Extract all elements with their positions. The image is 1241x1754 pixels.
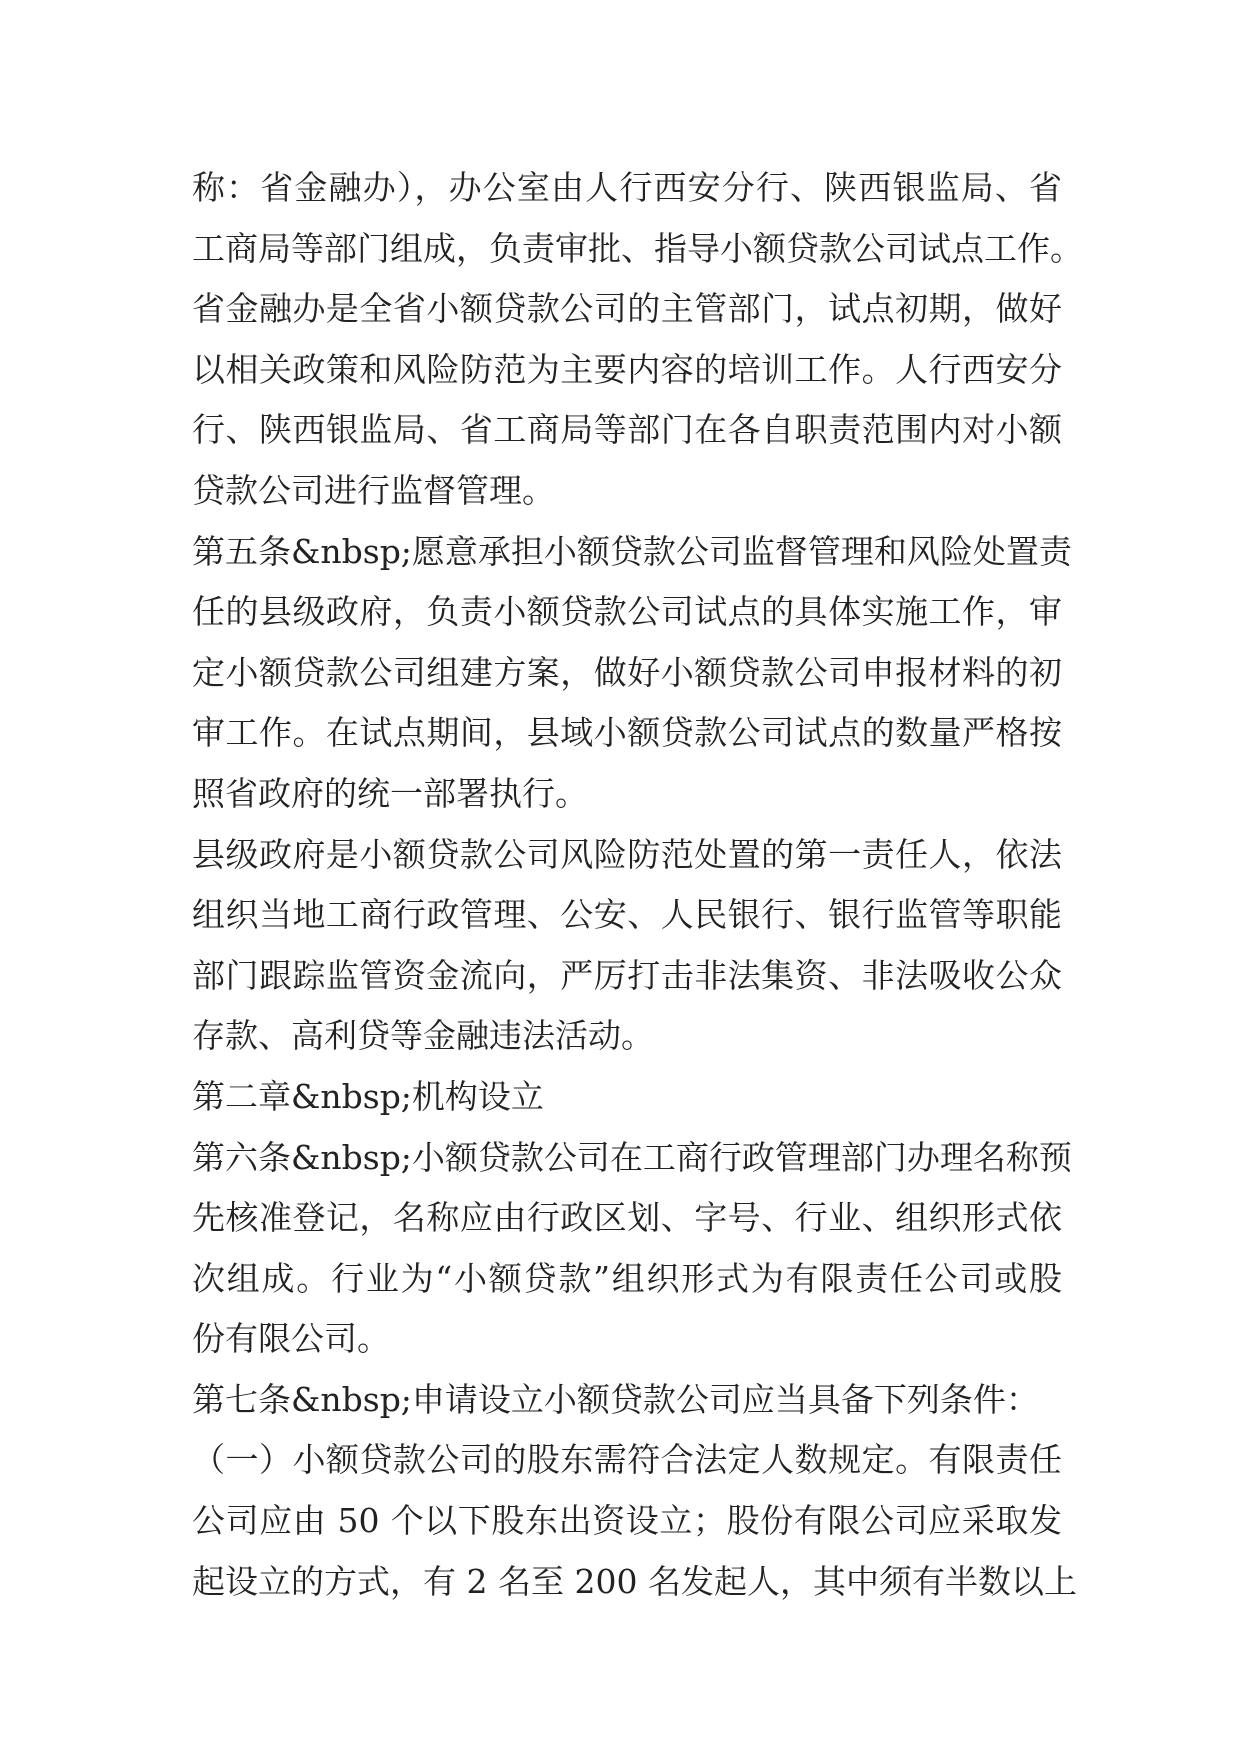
text-line: 贷款公司进行监督管理。	[192, 470, 555, 510]
body-text	[192, 158, 1083, 1612]
text-line: 任的县级政府，负责小额贷款公司试点的具体实施工作，审	[192, 592, 1062, 632]
text-line: 第五条&nbsp;愿意承担小额贷款公司监督管理和风险处置责	[192, 531, 1072, 571]
text-line: 起设立的方式，有 2 名至 200 名发起人，其中须有半数以上	[192, 1561, 1077, 1601]
text-line: 行、陕西银监局、省工商局等部门在各自职责范围内对小额	[192, 410, 1062, 450]
text-line: 定小额贷款公司组建方案，做好小额贷款公司申报材料的初	[192, 652, 1062, 692]
text-line: 存款、高利贷等金融违法活动。	[192, 1016, 654, 1056]
text-line: 组织当地工商行政管理、公安、人民银行、银行监管等职能	[192, 895, 1062, 935]
text-line: 称：省金融办），办公室由人行西安分行、陕西银监局、省	[192, 168, 1062, 207]
chapter-heading: 第二章&nbsp;机构设立	[192, 1076, 544, 1116]
text-line: 省金融办是全省小额贷款公司的主管部门，试点初期，做好	[192, 289, 1062, 329]
text-line: 公司应由 50 个以下股东出资设立；股份有限公司应采取发	[192, 1501, 1062, 1541]
text-line: 份有限公司。	[192, 1319, 390, 1359]
text-line: 县级政府是小额贷款公司风险防范处置的第一责任人，依法	[192, 834, 1062, 874]
text-line: 第七条&nbsp;申请设立小额贷款公司应当具备下列条件：	[192, 1379, 1039, 1419]
text-line: 先核准登记，名称应由行政区划、字号、行业、组织形式依	[192, 1198, 1062, 1238]
text-line: 照省政府的统一部署执行。	[192, 773, 588, 813]
text-line: 工商局等部门组成，负责审批、指导小额贷款公司试点工作。	[192, 228, 1083, 268]
text-line: （一）小额贷款公司的股东需符合法定人数规定。有限责任	[192, 1440, 1062, 1480]
text-line: 审工作。在试点期间，县域小额贷款公司试点的数量严格按	[192, 713, 1062, 753]
text-line: 次组成。行业为“小额贷款”组织形式为有限责任公司或股	[192, 1258, 1062, 1298]
text-line: 部门跟踪监管资金流向，严厉打击非法集资、非法吸收公众	[192, 955, 1062, 995]
text-line: 第六条&nbsp;小额贷款公司在工商行政管理部门办理名称预	[192, 1137, 1072, 1177]
text-line: 以相关政策和风险防范为主要内容的培训工作。人行西安分	[192, 349, 1062, 389]
